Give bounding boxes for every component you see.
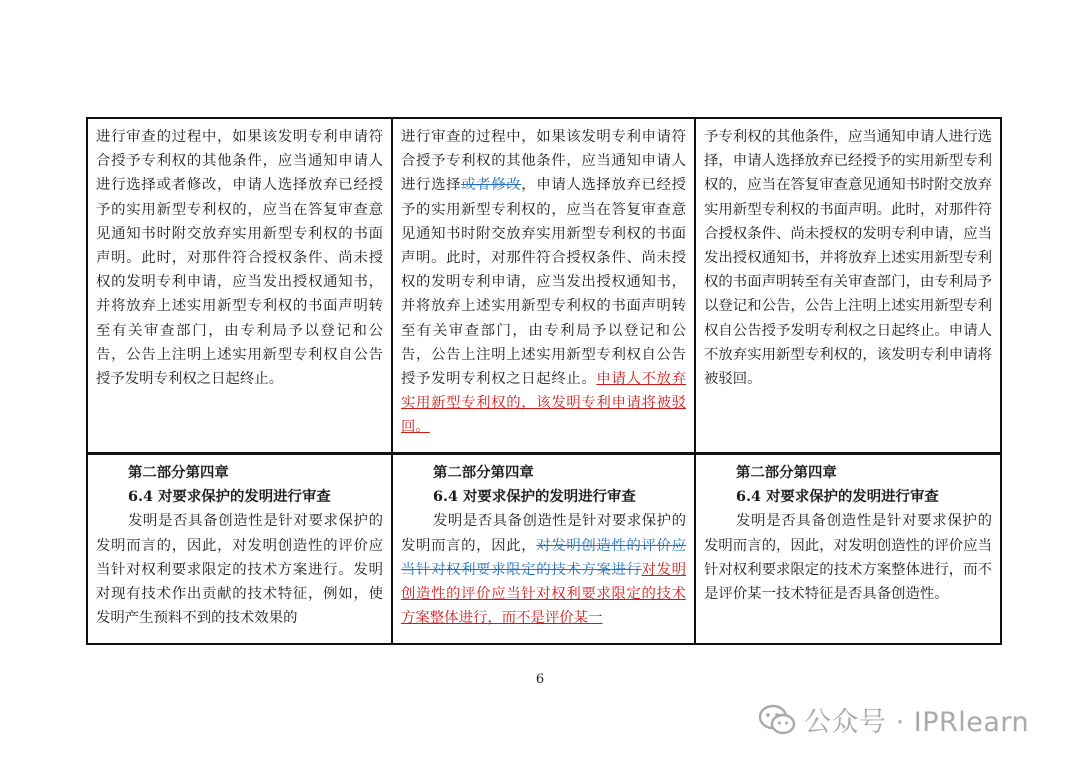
row1-original-cell	[87, 118, 392, 454]
row2-original-cell	[87, 454, 392, 645]
row2-revised-text: 发明是否具备创造性是针对要求保护的发明而言的，因此，对发明创造性的评价应当针对权利要求限定的技术方案整体进行，而不是评价某一技术特征是否具备创造性。	[704, 513, 992, 603]
row1-revision-cell	[392, 118, 695, 454]
row2-original-text: 发明是否具备创造性是针对要求保护的发明而言的，因此，对发明创造性的评价应当针对权利要求限定的技术方案进行。发明对现有技术作出贡献的技术特征，例如，使发明产生预料不到的技术效果的	[96, 513, 383, 627]
table-row	[87, 118, 1001, 454]
deleted-text: 或者修改	[461, 177, 522, 194]
chapter-heading: 第二部分第四章	[736, 464, 837, 481]
inserted-text: 对发明创造性的评价应当针对权利要求限定的技术方案整体进行，而不是评价某一	[401, 561, 686, 627]
section-heading: 6.4 对要求保护的发明进行审查	[736, 488, 939, 506]
section-heading: 6.4 对要求保护的发明进行审查	[128, 488, 331, 506]
watermark	[758, 700, 1029, 739]
inserted-text: 申请人不放弃实用新型专利权的，该发明专利申请将被驳回。	[401, 371, 686, 436]
revision-text: 进行审查的过程中，如果该发明专利申请符合授予专利权的其他条件，应当通知申请人进行选择	[401, 129, 686, 194]
row1-revision-text	[401, 125, 686, 440]
row2-revision-text	[401, 509, 686, 630]
deleted-text: 对发明创造性的评价应当针对权利要求限定的技术方案进行	[401, 537, 686, 578]
watermark-text: 公众号 · IPRlearn	[804, 707, 1030, 738]
chapter-heading: 第二部分第四章	[128, 464, 229, 481]
table-row	[87, 454, 1001, 645]
row1-revised-cell	[695, 118, 1001, 454]
section-heading: 6.4 对要求保护的发明进行审查	[433, 488, 636, 506]
comparison-table	[86, 117, 1002, 645]
row1-original-text: 进行审查的过程中，如果该发明专利申请符合授予专利权的其他条件，应当通知申请人进行选择或者修改，申请人选择放弃已经授予的实用新型专利权的，应当在答复审查意见通知书时附交放弃实用新型专利权的书面声明。此时，对那件符合授权条件、尚未授权的发明专利申请，应当发出授权通知书，并将放弃上述实用新型专利权的书面声明转至有关审查部门，由专利局予以登记和公告，公告上注明上述实用新型专利权自公告授予发明专利权之日起终止。	[96, 129, 383, 388]
row1-revised-text: 予专利权的其他条件，应当通知申请人进行选择，申请人选择放弃已经授予的实用新型专利权的，应当在答复审查意见通知书时附交放弃实用新型专利权的书面声明。此时，对那件符合授权条件、尚未授权的发明专利申请，应当发出授权通知书，并将放弃上述实用新型专利权的书面声明转至有关审查部门，由专利局予以登记和公告，公告上注明上述实用新型专利权自公告授予发明专利权之日起终止。申请人不放弃实用新型专利权的，该发明专利申请将被驳回。	[704, 129, 992, 388]
revision-text: ，申请人选择放弃已经授予的实用新型专利权的，应当在答复审查意见通知书时附交放弃实用新型专利权的书面声明。此时，对那件符合授权条件、尚未授权的发明专利申请，应当发出授权通知书，并将放弃上述实用新型专利权的书面声明转至有关审查部门，由专利局予以登记和公告，公告上注明上述实用新型专利权自公告授予发明专利权之日起终止。	[401, 177, 686, 388]
chapter-heading: 第二部分第四章	[433, 464, 534, 481]
revision-text: 发明是否具备创造性是针对要求保护的发明而言的，因此，	[401, 513, 686, 554]
wechat-icon	[758, 704, 796, 736]
page-number: 6	[535, 672, 545, 687]
row2-revision-cell	[392, 454, 695, 645]
row2-revised-cell	[695, 454, 1001, 645]
